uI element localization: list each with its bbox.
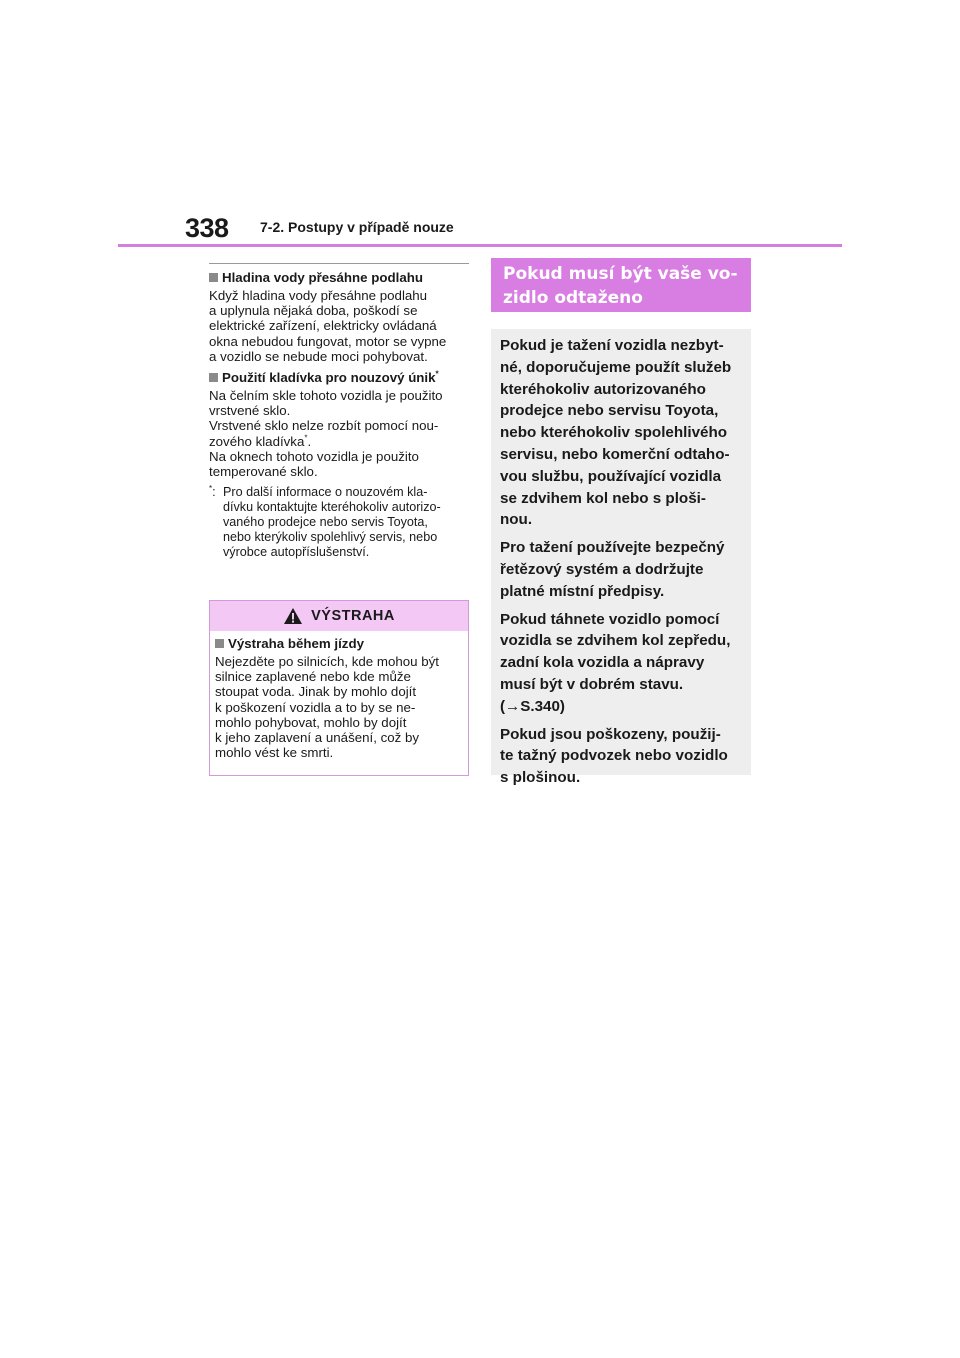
text-fragment: zového kladívka bbox=[209, 433, 305, 449]
column-rule bbox=[209, 263, 469, 264]
text-line: te tažný podvozek nebo vozidlo bbox=[500, 747, 728, 765]
towing-paragraph-4 bbox=[500, 724, 743, 789]
towing-paragraph-2 bbox=[500, 537, 743, 602]
text-line: řetězový systém a dodržujte bbox=[500, 560, 704, 578]
text-line: mohlo vést ke smrti. bbox=[215, 745, 334, 761]
text-line: Vrstvené sklo nelze rozbít pomocí nou- bbox=[209, 418, 439, 434]
text-line: vou službu, používající vozidla bbox=[500, 467, 722, 485]
text-line: se zdvihem kol nebo s ploši- bbox=[500, 489, 706, 507]
text-line: vaného prodejce nebo servis Toyota, bbox=[223, 515, 428, 530]
header-line: zidlo odtaženo bbox=[503, 288, 643, 308]
text-fragment: . bbox=[307, 433, 312, 449]
text-line: Nejezděte po silnicích, kde mohou být bbox=[215, 654, 439, 669]
text-line: vrstvené sklo. bbox=[209, 403, 291, 419]
text-line bbox=[209, 434, 469, 449]
text-line: Pro tažení používejte bezpečný bbox=[500, 539, 725, 557]
right-column bbox=[491, 258, 751, 787]
warning-header bbox=[210, 601, 468, 631]
text-line: silnice zaplavené nebo kde může bbox=[215, 669, 411, 685]
text-line: nebo kteréhokoliv spolehlivého bbox=[500, 424, 728, 442]
asterisk: * bbox=[304, 433, 308, 443]
left-column bbox=[209, 263, 469, 560]
text-line: prodejce nebo servisu Toyota, bbox=[500, 402, 719, 420]
subheading-text: Použití kladívka pro nouzový únik bbox=[222, 370, 436, 386]
text-line: zadní kola vozidla a nápravy bbox=[500, 654, 705, 672]
warning-title: VÝSTRAHA bbox=[311, 608, 395, 624]
towing-paragraph-1 bbox=[500, 335, 743, 531]
text-line: temperované sklo. bbox=[209, 464, 318, 480]
footnote-mark bbox=[209, 485, 223, 560]
towing-section-header bbox=[491, 258, 751, 312]
text-line: a vozidlo se nebude moci pohybovat. bbox=[209, 348, 428, 364]
page-number: 338 bbox=[185, 213, 229, 243]
text-line: mohlo pohybovat, mohlo by dojít bbox=[215, 714, 407, 730]
footnote bbox=[209, 485, 469, 560]
subheading-emergency-hammer bbox=[209, 370, 469, 386]
text-line: Když hladina vody přesáhne podlahu bbox=[209, 288, 428, 303]
text-line: výrobce autopříslušenství. bbox=[223, 545, 370, 560]
asterisk: * bbox=[435, 369, 439, 379]
text-line: dívku kontaktujte kteréhokoliv autorizo- bbox=[223, 500, 441, 515]
square-bullet-icon bbox=[215, 639, 224, 648]
text-line: vozidla se zdvihem kol zepředu, bbox=[500, 632, 731, 650]
paragraph-emergency-hammer bbox=[209, 388, 469, 479]
text-line: musí být v dobrém stavu. bbox=[500, 675, 684, 693]
page-reference[interactable]: (→S.340) bbox=[500, 697, 565, 715]
warning-triangle-icon bbox=[283, 607, 303, 625]
subheading-text: Výstraha během jízdy bbox=[228, 636, 364, 651]
text-line: nebo kterýkoliv spolehlivý servis, nebo bbox=[223, 530, 438, 545]
square-bullet-icon bbox=[209, 373, 218, 382]
asterisk: * bbox=[209, 484, 213, 494]
towing-paragraph-3 bbox=[500, 609, 743, 718]
text-line: Pokud táhnete vozidlo pomocí bbox=[500, 610, 720, 628]
text-line: né, doporučujeme použít služeb bbox=[500, 358, 732, 376]
subheading-text: Hladina vody přesáhne podlahu bbox=[222, 270, 423, 285]
text-line: nou. bbox=[500, 511, 533, 529]
subheading-water-level bbox=[209, 270, 469, 286]
warning-body bbox=[210, 631, 468, 760]
square-bullet-icon bbox=[209, 273, 218, 282]
text-line: Na čelním skle tohoto vozidla je použito bbox=[209, 388, 443, 404]
header-rule bbox=[118, 244, 842, 247]
warning-text bbox=[215, 654, 463, 760]
text-line: Pro další informace o nouzovém kla- bbox=[223, 485, 428, 500]
warning-subheading bbox=[215, 636, 463, 652]
text-line: k poškození vozidla a to by se ne- bbox=[215, 699, 416, 715]
footnote-text bbox=[223, 485, 441, 560]
text-line: k jeho zaplavení a unášení, což by bbox=[215, 730, 420, 746]
towing-info-box bbox=[491, 329, 751, 787]
text-line: servisu, nebo komerční odtaho- bbox=[500, 445, 730, 463]
paragraph-water-level bbox=[209, 288, 469, 364]
text-line: platné místní předpisy. bbox=[500, 582, 665, 600]
text-line: Pokud jsou poškozeny, použij- bbox=[500, 725, 721, 743]
text-line: a uplynula nějaká doba, poškodí se bbox=[209, 303, 418, 319]
text-line: okna nebudou fungovat, motor se vypne bbox=[209, 333, 447, 349]
header-line: Pokud musí být vaše vo- bbox=[503, 264, 738, 284]
section-title: 7-2. Postupy v případě nouze bbox=[260, 219, 454, 235]
text-line: elektrické zařízení, elektricky ovládaná bbox=[209, 318, 437, 334]
text-line: Pokud je tažení vozidla nezbyt- bbox=[500, 337, 724, 354]
warning-box bbox=[209, 600, 469, 776]
text-line: stoupat voda. Jinak by mohlo dojít bbox=[215, 684, 417, 700]
footnote-colon: : bbox=[212, 485, 216, 500]
text-line: Na oknech tohoto vozidla je použito bbox=[209, 448, 419, 464]
text-line: s plošinou. bbox=[500, 769, 581, 787]
text-line: kteréhokoliv autorizovaného bbox=[500, 380, 706, 398]
